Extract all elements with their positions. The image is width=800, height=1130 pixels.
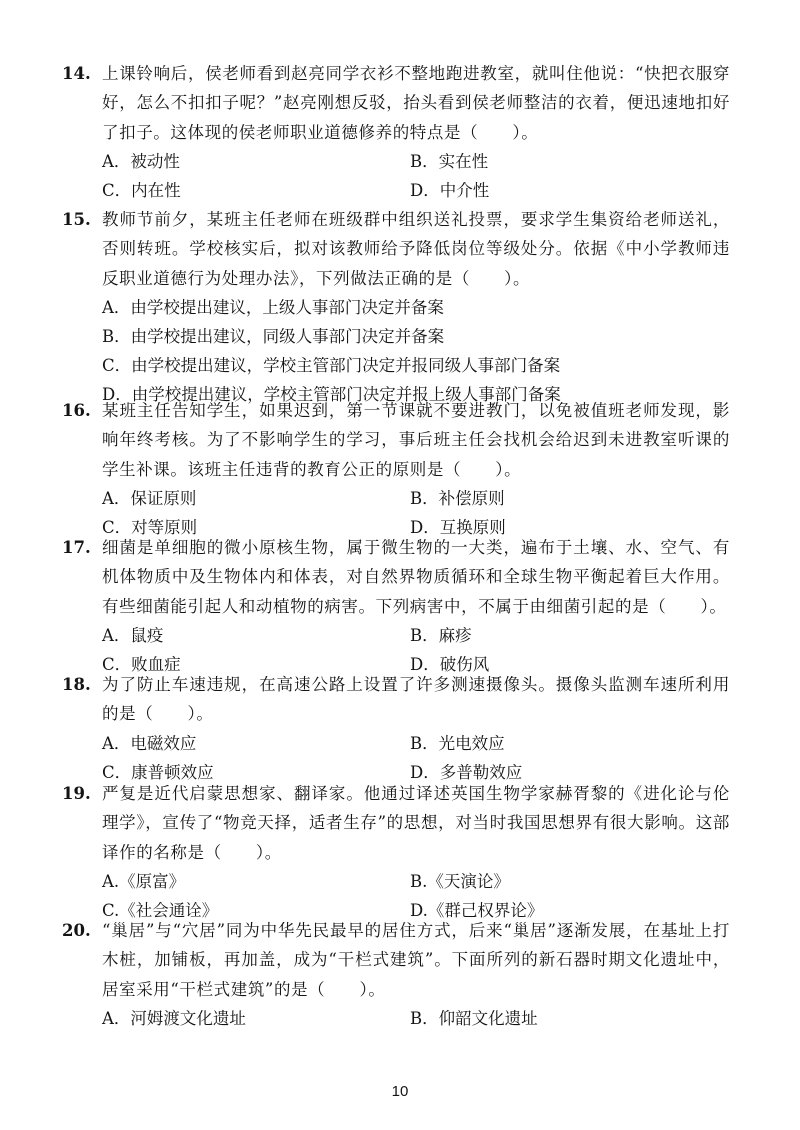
option-c: C．败血症	[102, 655, 181, 674]
question-stem: 教师节前夕，某班主任老师在班级群中组织送礼投票，要求学生集资给老师送礼，否则转班。学校核实后，拟对该教师给予降低岗位等级处分。依据《中小学教师违反职业道德行为处理办法》，下列做法正确的是（ ）。	[102, 210, 730, 288]
option-a: A.《原富》	[102, 872, 186, 891]
question-stem: 某班主任告知学生，如果迟到，第一节课就不要进教门，以免被值班老师发现，影响年终考核。为了不影响学生的学习，事后班主任会找机会给迟到未进教室听课的学生补课。该班主任违背的教育公正的原则是（ ）。	[102, 401, 730, 479]
option-d: D.《群己权界论》	[410, 901, 544, 920]
option-a: A．被动性	[102, 152, 180, 171]
page-number: 10	[391, 1083, 409, 1100]
option-d: D．由学校提出建议，学校主管部门决定并报上级人事部门备案	[102, 385, 561, 404]
option-a: A．电磁效应	[102, 734, 197, 753]
question-stem: 严复是近代启蒙思想家、翻译家。他通过译述英国生物学家赫胥黎的《进化论与伦理学》，宣传了“物竞天择，适者生存”的思想，对当时我国思想界有很大影响。这部译作的名称是（ ）。	[102, 784, 730, 862]
option-a: A．河姆渡文化遗址	[102, 1009, 246, 1028]
question-number: 20.	[62, 921, 91, 940]
question-stem: 为了防止车速违规，在高速公路上设置了许多测速摄像头。摄像头监测车速所利用的是（ ）。	[102, 675, 730, 724]
option-c: C．对等原则	[102, 518, 198, 537]
question-number: 16.	[62, 401, 91, 420]
option-a: A．由学校提出建议，上级人事部门决定并备案	[102, 298, 444, 317]
option-b: B．由学校提出建议，同级人事部门决定并备案	[102, 327, 445, 346]
question-number: 17.	[62, 538, 91, 557]
option-a: A．鼠疫	[102, 626, 164, 645]
option-d: D．互换原则	[410, 518, 506, 537]
option-c: C．由学校提出建议，学校主管部门决定并报同级人事部门备案	[102, 356, 561, 375]
option-b: B．补偿原则	[410, 489, 505, 508]
option-b: B.《天演论》	[410, 872, 510, 891]
option-b: B．麻疹	[410, 626, 472, 645]
question-stem: 上课铃响后，侯老师看到赵亮同学衣衫不整地跑进教室，就叫住他说：“快把衣服穿好，怎么不扣扣子呢？”赵亮刚想反驳，抬头看到侯老师整洁的衣着，便迅速地扣好了扣子。这体现的侯老师职业道德修养的特点是（ ）。	[102, 64, 730, 142]
question-number: 14.	[62, 64, 91, 83]
option-c: C．内在性	[102, 181, 181, 200]
option-d: D．多普勒效应	[410, 763, 523, 782]
option-b: B．实在性	[410, 152, 489, 171]
option-c: C．康普顿效应	[102, 763, 214, 782]
question-stem: 细菌是单细胞的微小原核生物，属于微生物的一大类，遍布于土壤、水、空气、有机体物质中及生物体内和体表，对自然界物质循环和全球生物平衡起着巨大作用。有些细菌能引起人和动植物的病害。下列病害中，不属于由细菌引起的是（ ）。	[102, 538, 730, 616]
question-stem: “巢居”与“穴居”同为中华先民最早的居住方式，后来“巢居”逐渐发展，在基址上打木桩，加铺板，再加盖，成为“干栏式建筑”。下面所列的新石器时期文化遗址中，居室采用“干栏式建筑”的是（ ）。	[102, 921, 730, 999]
option-a: A．保证原则	[102, 489, 197, 508]
option-d: D．中介性	[410, 181, 490, 200]
option-b: B．光电效应	[410, 734, 505, 753]
option-c: C.《社会通诠》	[102, 901, 219, 920]
question-number: 15.	[62, 210, 91, 229]
option-b: B．仰韶文化遗址	[410, 1009, 538, 1028]
option-d: D．破伤风	[410, 655, 490, 674]
question-number: 19.	[62, 784, 91, 803]
question-number: 18.	[62, 675, 91, 694]
